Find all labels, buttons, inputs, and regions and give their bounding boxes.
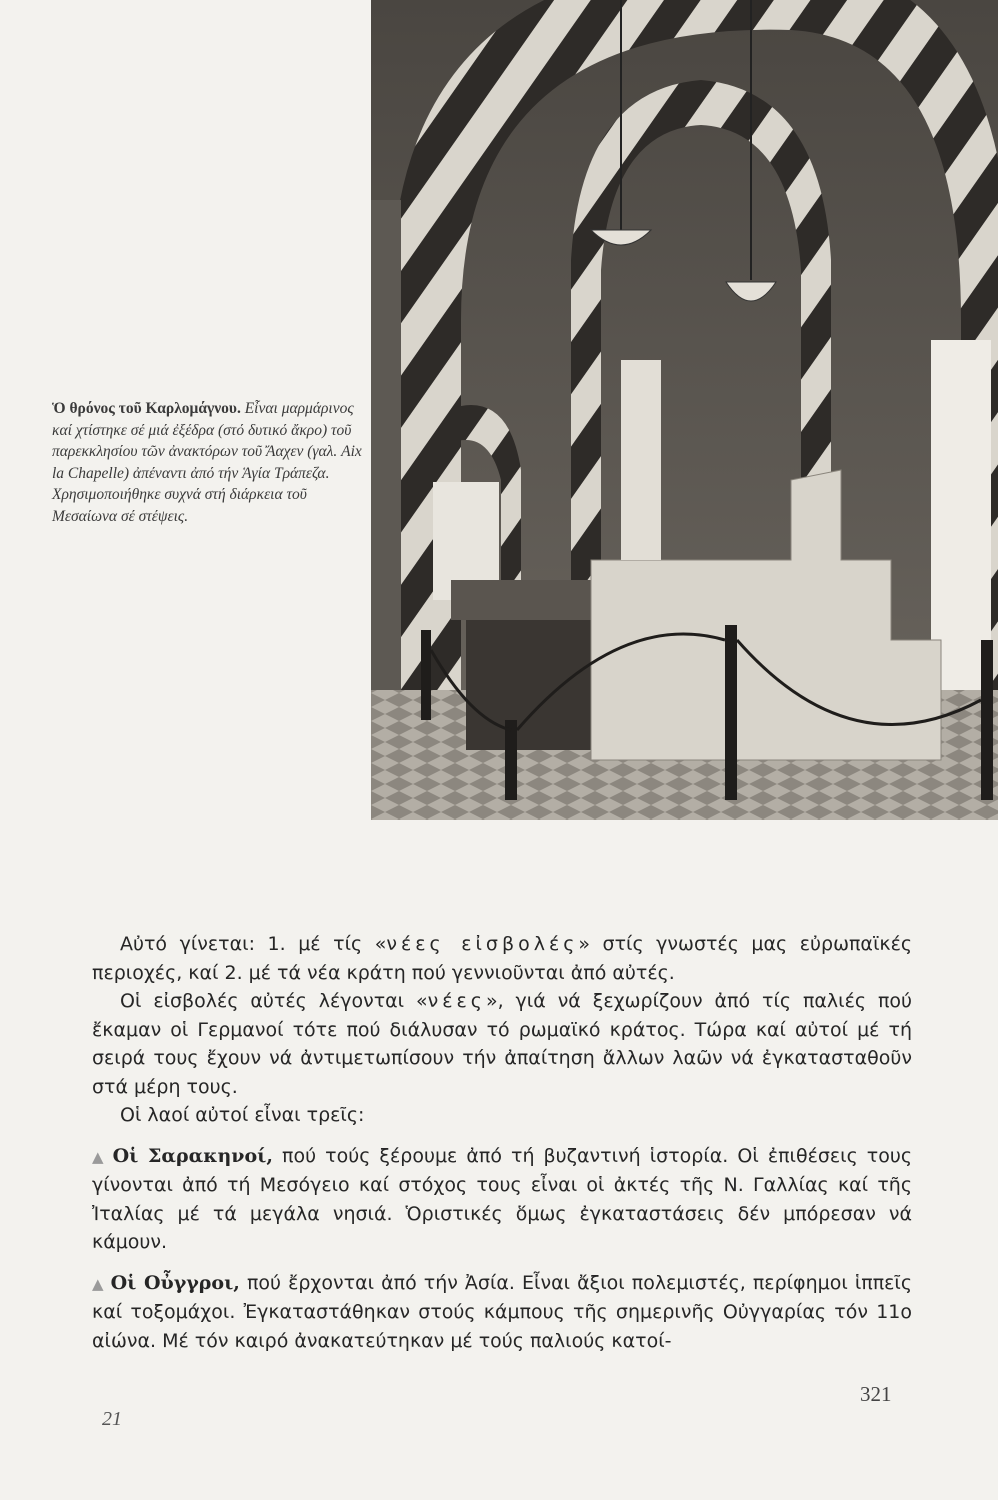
p2-spaced-word: νέες	[427, 990, 486, 1012]
p2-text-a: Οἱ εἰσβολές αὐτές λέγονται «	[120, 990, 428, 1012]
triangle-bullet-icon: ▲	[92, 1274, 105, 1293]
hungarians-text: πού ἔρχονται ἀπό τήν Ἀσία. Εἶναι ἄξιοι πολεμιστές, περίφημοι ἱππεῖς καί τοξομάχοι. Ἐγκαταστάθηκαν στούς κάμπους τῆς σημερινῆς Οὐγγαρίας τόν 11ο αἰώνα. Μέ τόν καιρό ἀνακατεύτηκαν μέ τούς παλιούς κατοί-	[92, 1271, 912, 1352]
saracens-text: πού τούς ξέρουμε ἀπό τή βυζαντινή ἱστορία. Οἱ ἐπιθέσεις τους γίνονται ἀπό τή Μεσόγειο καί στόχος τους εἶναι οἱ ἀκτές τῆς Ν. Γαλλίας καί τῆς Ἰταλίας μέ τά μεγάλα νησιά. Ὁριστικές ὅμως ἐγκαταστάσεις δέν μπόρεσαν νά κάμουν.	[92, 1144, 913, 1253]
signature-number: 21	[102, 1408, 122, 1430]
p1-text-b: » στίς γνωστές μας εὐρωπαϊκές περιοχές, καί 2. μέ τά νέα κράτη πού γεννιοῦνται ἀπό αὐτές.	[92, 933, 912, 984]
saracens-heading: Οἱ Σαρακηνοί,	[112, 1144, 273, 1167]
main-text	[92, 930, 912, 1355]
paragraph-saracens	[92, 1142, 912, 1257]
triangle-bullet-icon: ▲	[92, 1147, 107, 1166]
paragraph-1	[92, 930, 912, 987]
paragraph-3: Οἱ λαοί αὐτοί εἶναι τρεῖς:	[120, 1104, 365, 1126]
throne-photo	[371, 0, 998, 828]
hungarians-heading: Οἱ Οὖγγροι,	[110, 1271, 240, 1294]
p1-spaced-phrase: νέες εἰσβολές	[386, 933, 579, 955]
photo-caption	[52, 398, 364, 527]
p1-text-a: Αὐτό γίνεται: 1. μέ τίς «	[120, 933, 387, 955]
paragraph-2	[92, 987, 912, 1101]
p2-text-b: », γιά νά ξεχωρίζουν ἀπό τίς παλιές πού ἔκαμαν οἱ Γερμανοί τότε πού διάλυσαν τό ρωμαϊκό κράτος. Τώρα καί αὐτοί μέ τή σειρά τους ἔχουν νά ἀντιμετωπίσουν τήν ἀπαίτηση ἄλλων λαῶν νά ἐγκατασταθοῦν στά μέρη τους.	[92, 990, 912, 1098]
paragraph-hungarians	[92, 1269, 912, 1356]
caption-body: Εἶναι μαρμάρινος καί χτίστηκε σέ μιά ἐξέδρα (στό δυτικό ἄκρο) τοῦ παρεκκλησίου τῶν ἀνακτόρων τοῦ Ἄαχεν (γαλ. Aix la Chapelle) ἀπέναντι ἀπό τήν Ἁγία Τράπεζα. Χρησιμοποιήθηκε συχνά στή διάρκεια τοῦ Μεσαίωνα σέ στέψεις.	[52, 400, 362, 525]
caption-title: Ὁ θρόνος τοῦ Καρλομάγνου.	[52, 400, 241, 417]
page-number: 321	[860, 1382, 892, 1406]
